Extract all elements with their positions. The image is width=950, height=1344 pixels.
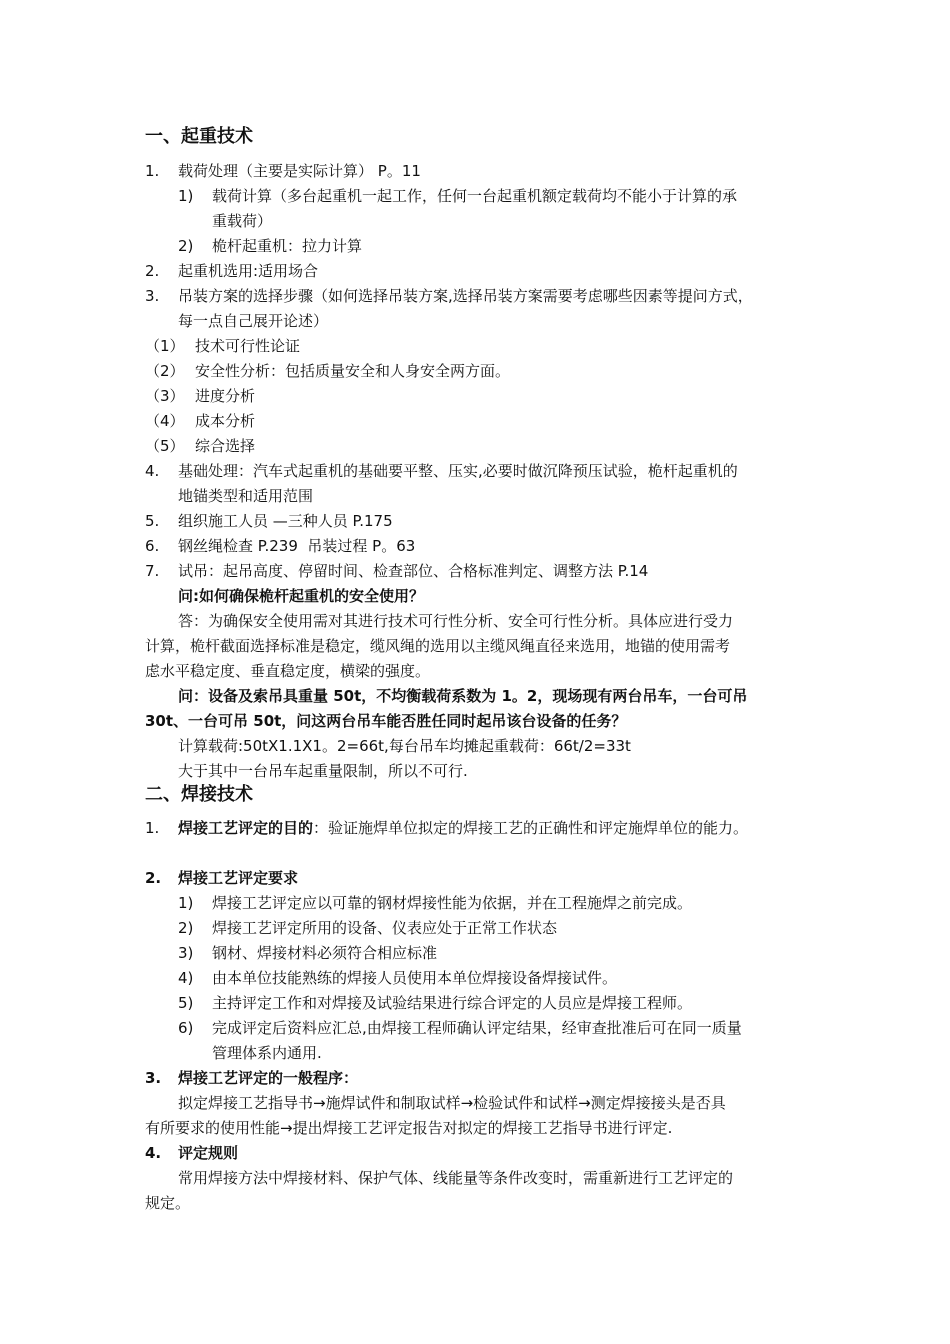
weld-req5-text: 主持评定工作和对焊接及试验结果进行综合评定的人员应是焊接工程师。 (212, 994, 693, 1012)
item2-text: 起重机选用:适用场合 (178, 262, 319, 280)
item4-line2: 地锚类型和适用范围 (178, 487, 314, 505)
section1-heading: 一、起重技术 (145, 126, 253, 147)
weld-item2-label: 焊接工艺评定要求 (178, 869, 299, 887)
weld-item1-row (178, 818, 748, 838)
weld-item3-line2: 有所要求的使用性能→提出焊接工艺评定报告对拟定的焊接工艺指导书进行评定. (145, 1119, 673, 1137)
item1-number: 1. (145, 162, 160, 180)
question2-line1: 问：设备及索吊具重量 50t，不均衡载荷系数为 1。2，现场现有两台吊车，一台可吊 (178, 687, 748, 705)
weld-req6-number: 6) (178, 1019, 194, 1037)
item3-number: 3. (145, 287, 160, 305)
step2-number: （2） (145, 362, 185, 380)
step5-number: （5） (145, 437, 185, 455)
answer2-line1: 计算载荷:50tX1.1X1。2=66t,每台吊车均摊起重载荷：66t/2=33t (178, 737, 631, 755)
weld-item2-number: 2. (145, 869, 162, 887)
item1-sub2-text: 桅杆起重机：拉力计算 (212, 237, 363, 255)
step1-text: 技术可行性论证 (195, 337, 301, 355)
item1-sub1-line2: 重载荷） (212, 212, 273, 230)
weld-item1-number: 1. (145, 819, 160, 837)
weld-item3-line1: 拟定焊接工艺指导书→施焊试件和制取试样→检验试件和试样→测定焊接接头是否具 (178, 1094, 726, 1112)
weld-req4-text: 由本单位技能熟练的焊接人员使用本单位焊接设备焊接试件。 (212, 969, 618, 987)
weld-req1-text: 焊接工艺评定应以可靠的钢材焊接性能为依据，并在工程施焊之前完成。 (212, 894, 693, 912)
question2-line2: 30t、一台可吊 50t，问这两台吊车能否胜任同时起吊该台设备的任务？ (145, 712, 627, 730)
question1: 问:如何确保桅杆起重机的安全使用？ (178, 587, 425, 605)
weld-req4-number: 4) (178, 969, 194, 987)
weld-req2-text: 焊接工艺评定所用的设备、仪表应处于正常工作状态 (212, 919, 558, 937)
item1-sub1-line1: 载荷计算（多台起重机一起工作，任何一台起重机额定载荷均不能小于计算的承 (212, 187, 738, 205)
item3-line2: 每一点自己展开论述） (178, 312, 329, 330)
weld-item1-text: ：验证施焊单位拟定的焊接工艺的正确性和评定施焊单位的能力。 (313, 819, 749, 837)
item5-text: 组织施工人员 —三种人员 P.175 (178, 512, 393, 530)
weld-req6-line1: 完成评定后资料应汇总,由焊接工程师确认评定结果，经审查批准后可在同一质量 (212, 1019, 742, 1037)
weld-req2-number: 2) (178, 919, 194, 937)
step3-number: （3） (145, 387, 185, 405)
step3-text: 进度分析 (195, 387, 256, 405)
weld-item1-label: 焊接工艺评定的目的 (178, 819, 314, 837)
item1-text: 载荷处理（主要是实际计算） P。11 (178, 162, 421, 180)
weld-req3-number: 3) (178, 944, 194, 962)
weld-item4-line1: 常用焊接方法中焊接材料、保护气体、线能量等条件改变时，需重新进行工艺评定的 (178, 1169, 734, 1187)
item6-text: 钢丝绳检查 P.239 吊装过程 P。63 (178, 537, 416, 555)
item4-number: 4. (145, 462, 160, 480)
step1-number: （1） (145, 337, 185, 355)
step2-text: 安全性分析：包括质量安全和人身安全两方面。 (195, 362, 511, 380)
answer1-line1: 答：为确保安全使用需对其进行技术可行性分析、安全可行性分析。具体应进行受力 (178, 612, 734, 630)
weld-item3-label: 焊接工艺评定的一般程序： (178, 1069, 359, 1087)
step4-number: （4） (145, 412, 185, 430)
step5-text: 综合选择 (195, 437, 256, 455)
weld-item4-label: 评定规则 (178, 1144, 239, 1162)
weld-req6-line2: 管理体系内通用. (212, 1044, 322, 1062)
weld-req3-text: 钢材、焊接材料必须符合相应标准 (212, 944, 438, 962)
weld-item4-number: 4. (145, 1144, 162, 1162)
weld-item4-line2: 规定。 (145, 1194, 191, 1212)
item7-text: 试吊：起吊高度、停留时间、检查部位、合格标准判定、调整方法 P.14 (178, 562, 649, 580)
item4-line1: 基础处理：汽车式起重机的基础要平整、压实,必要时做沉降预压试验，桅杆起重机的 (178, 462, 738, 480)
item3-line1: 吊装方案的选择步骤（如何选择吊装方案,选择吊装方案需要考虑哪些因素等提问方式， (178, 287, 753, 305)
item2-number: 2. (145, 262, 160, 280)
item6-number: 6. (145, 537, 160, 555)
weld-req5-number: 5) (178, 994, 194, 1012)
item1-sub2-number: 2) (178, 237, 194, 255)
item5-number: 5. (145, 512, 160, 530)
weld-req1-number: 1) (178, 894, 194, 912)
item1-sub1-number: 1) (178, 187, 194, 205)
answer1-line2: 计算，桅杆截面选择标准是稳定，缆风绳的选用以主缆风绳直径来选用，地锚的使用需考 (145, 637, 731, 655)
answer1-line3: 虑水平稳定度、垂直稳定度，横梁的强度。 (145, 662, 431, 680)
answer2-line2: 大于其中一台吊车起重量限制，所以不可行. (178, 762, 468, 780)
section2-heading: 二、焊接技术 (145, 784, 253, 805)
item7-number: 7. (145, 562, 160, 580)
weld-item3-number: 3. (145, 1069, 162, 1087)
step4-text: 成本分析 (195, 412, 256, 430)
